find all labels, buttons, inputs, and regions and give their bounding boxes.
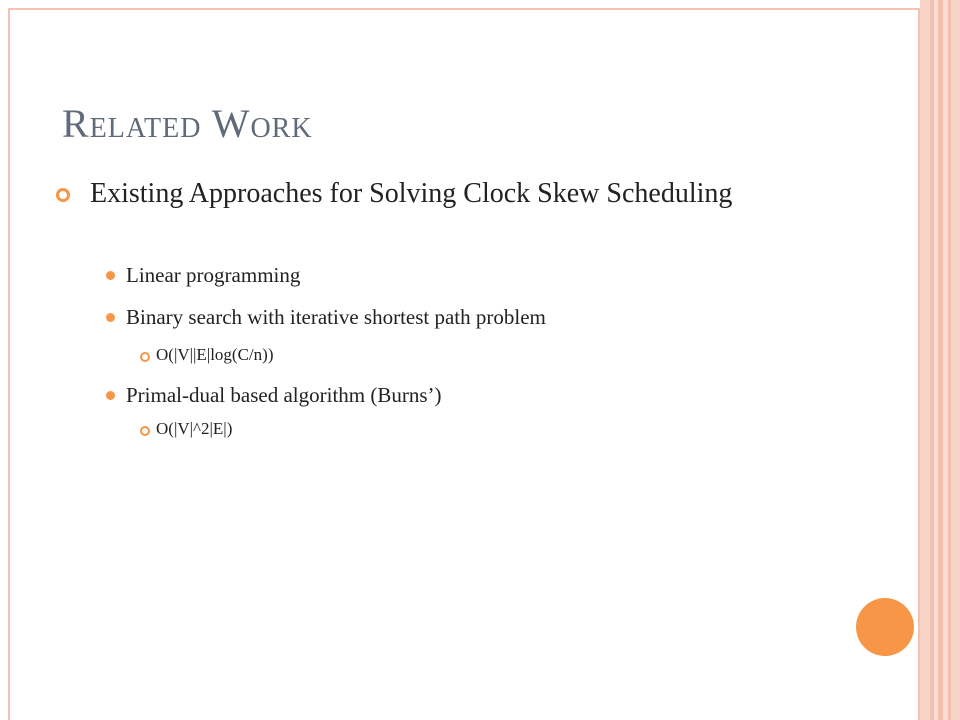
bullet-level1: [90, 176, 790, 212]
dot-bullet-icon: [106, 391, 115, 400]
ring-bullet-icon: [140, 352, 150, 362]
dot-bullet-icon: [106, 313, 115, 322]
bullet-text: Primal-dual based algorithm (Burns’): [126, 383, 442, 407]
bullet-text: Binary search with iterative shortest path problem: [126, 305, 546, 329]
bullet-level3: [156, 418, 232, 440]
slide-title: Related Work: [62, 101, 313, 146]
side-stripe: [951, 0, 960, 720]
bullet-level2: [126, 382, 442, 408]
ring-bullet-icon: [56, 188, 70, 202]
complexity-text: O(|V|^2|E|): [156, 419, 233, 438]
complexity-text: O(|V||E|log(C/n)): [156, 345, 274, 364]
bullet-level2: [126, 262, 300, 288]
dot-bullet-icon: [106, 271, 115, 280]
bullet-text: Existing Approaches for Solving Clock Skew Scheduling: [90, 178, 733, 209]
ring-bullet-icon: [140, 426, 150, 436]
decorative-circle: [856, 598, 914, 656]
side-stripe: [920, 0, 930, 720]
bullet-text: Linear programming: [126, 263, 301, 287]
bullet-level3: [156, 344, 273, 366]
bullet-level2: [126, 304, 546, 330]
